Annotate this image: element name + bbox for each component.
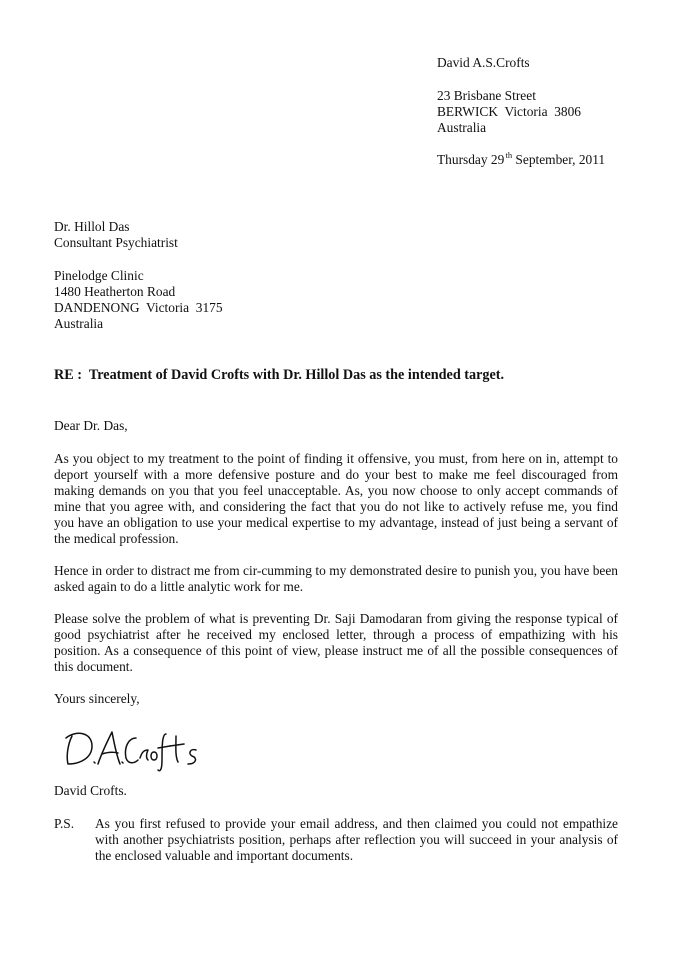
letter-date	[437, 152, 657, 168]
closing: Yours sincerely,	[54, 691, 140, 706]
date-rest: September, 2011	[512, 152, 606, 167]
recipient-address-block	[54, 219, 454, 332]
subject-line: RE : Treatment of David Crofts with Dr. Hillol Das as the intended target.	[54, 367, 505, 383]
sender-city-line: BERWICK Victoria 3806	[437, 104, 582, 119]
sender-street: 23 Brisbane Street	[437, 88, 536, 103]
body-paragraph-1: As you object to my treatment to the point of finding it offensive, you must, from here on in, attempt to deport yourself with a more defensive posture and do your best to make me feel discouraged from making demands on you that you feel unacceptable. As, you now choose to only accept commands of mine that you agree with, and considering the fact that you do not like to actively refuse me, you find you have an obligation to use your medical expertise to my advantage, instead of just being a servant of the medical profession.	[54, 451, 618, 546]
recipient-country: Australia	[54, 316, 104, 331]
postscript-label: P.S.	[54, 816, 75, 831]
recipient-org: Pinelodge Clinic	[54, 268, 144, 283]
recipient-city-line: DANDENONG Victoria 3175	[54, 300, 223, 315]
body-paragraph-2: Hence in order to distract me from cir-cumming to my demonstrated desire to punish you, you have been asked again to do a little analytic work for me.	[54, 563, 618, 594]
body-paragraph-3: Please solve the problem of what is preventing Dr. Saji Damodaran from giving the response typical of good psychiatrist after he received my enclosed letter, through a process of empathizing with his position. As a consequence of this point of view, please instruct me of all the possible consequences of this document.	[54, 611, 618, 674]
postscript-text: As you first refused to provide your email address, and then claimed you could not empathize with another psychiatrists position, perhaps after reflection you will succeed in your analysis of the enclosed valuable and important documents.	[95, 816, 618, 863]
signoff-name: David Crofts.	[54, 783, 127, 798]
sender-name: David A.S.Crofts	[437, 55, 530, 70]
salutation: Dear Dr. Das,	[54, 418, 128, 433]
handwritten-signature	[62, 724, 222, 774]
date-suffix: th	[505, 150, 513, 160]
recipient-name: Dr. Hillol Das	[54, 219, 130, 234]
date-day: Thursday 29	[437, 152, 505, 167]
sender-country: Australia	[437, 120, 487, 135]
recipient-title: Consultant Psychiatrist	[54, 235, 178, 250]
recipient-street: 1480 Heatherton Road	[54, 284, 176, 299]
sender-address-block	[437, 55, 657, 168]
letter-body	[54, 418, 618, 707]
